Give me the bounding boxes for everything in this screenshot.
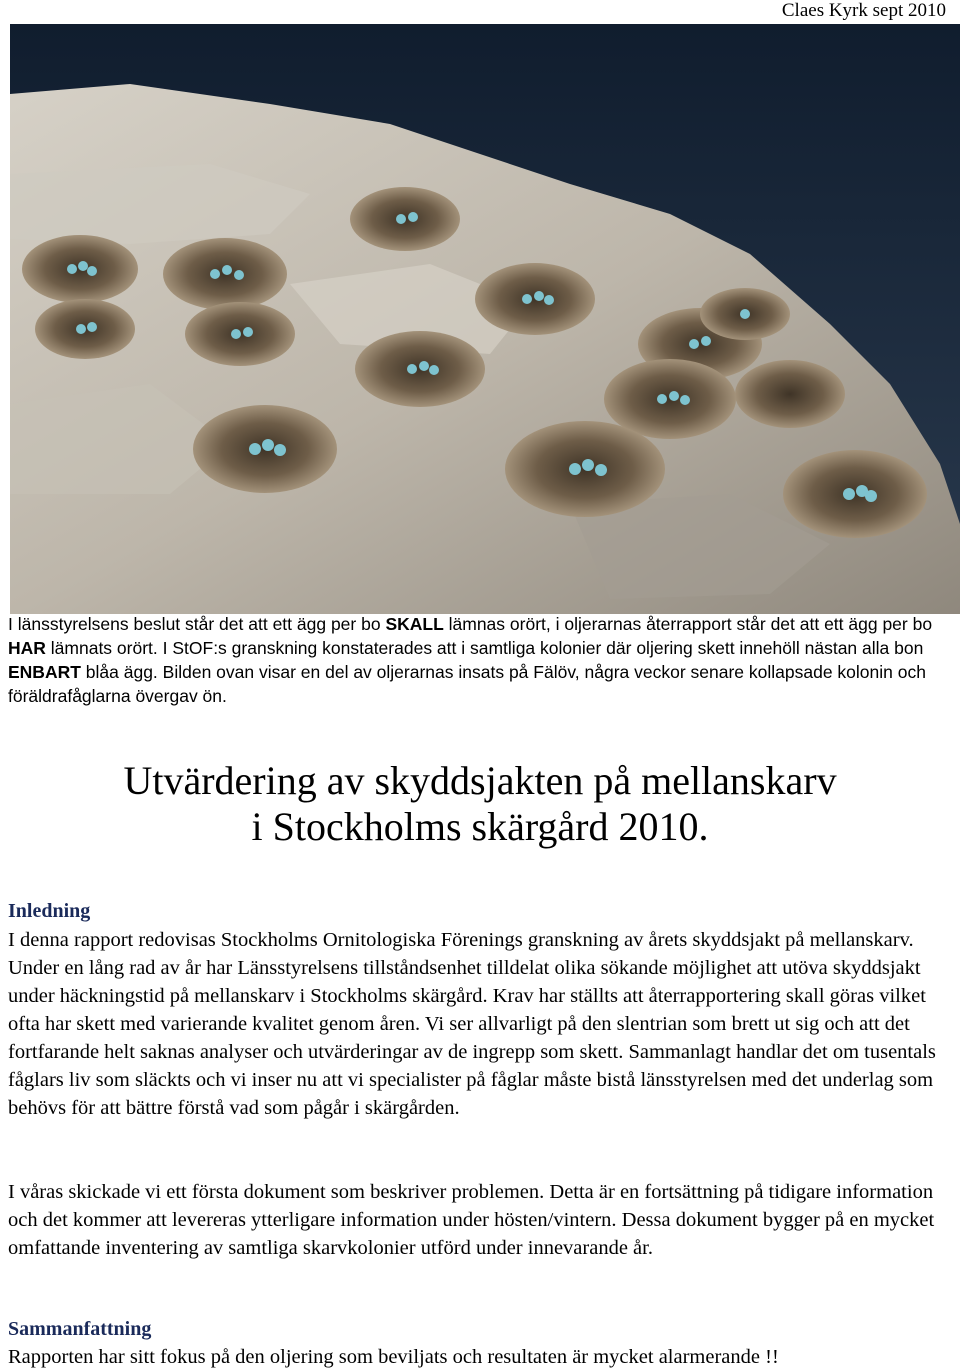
nest: [604, 359, 736, 439]
nest: [22, 235, 138, 303]
nest: [505, 421, 665, 517]
summary-heading: Sammanfattning: [8, 1318, 152, 1340]
nest: [475, 263, 595, 335]
intro-heading: Inledning: [8, 900, 91, 922]
colony-photo: [10, 24, 960, 614]
intro-paragraph-2: I våras skickade vi ett första dokument som beskriver problemen. Detta är en fortsättning på tidigare information och det kommer att levereras ytterligare information under hösten/vintern. Dessa dokument bygger på en mycket omfattande inventering av samtliga skarvkolonier utförd under innevarande år.: [8, 1181, 935, 1259]
summary-paragraph: Rapporten har sitt fokus på den oljering som beviljats och resultaten är mycket alarmerande !!: [8, 1346, 779, 1368]
nest: [185, 302, 295, 366]
report-title: [0, 758, 960, 850]
nest: [783, 450, 927, 538]
page-header: [0, 0, 960, 24]
photo-caption: I länsstyrelsens beslut står det att ett ägg per bo SKALL lämnas orört, i oljerarnas återrapport står det att ett ägg per bo HAR lämnats orört. I StOF:s granskning konstaterades att i samtliga kolonier där oljering skett innehöll nästan alla bon ENBART blåa ägg. Bilden ovan visar en del av oljerarnas insats på Fälöv, några veckor senare kollapsade kolonin och föräldrafåglarna övergav ön.: [8, 614, 933, 706]
nest: [350, 187, 460, 251]
nest: [35, 299, 135, 359]
nest: [193, 405, 337, 493]
nest: [355, 331, 485, 407]
nest: [163, 238, 287, 310]
nest: [700, 288, 790, 340]
nest: [735, 360, 845, 428]
intro-paragraph-1: I denna rapport redovisas Stockholms Ornitologiska Förenings granskning av årets skyddsjakt på mellanskarv. Under en lång rad av år har Länsstyrelsens tillståndsenhet tilldelat olika sökande möjlighet att utöva skyddsjakt under häckningstid på mellanskarv i Stockholms skärgård. Krav har ställts att återrapportering skall göras vilket ofta har skett med varierande kvalitet genom åren. Vi ser allvarligt på den slentrian som brett ut sig och att det fortfarande helt saknas analyser och utvärderingar av de ingrepp som skett. Sammanlagt handlar det om tusentals fåglars liv som släckts och vi inser nu att vi specialister på fåglar måste bistå länsstyrelsen med det underlag som behövs för att bättre förstå vad som pågår i skärgården.: [8, 929, 936, 1119]
title-line-2: i Stockholms skärgård 2010.: [251, 804, 709, 849]
title-line-1: Utvärdering av skyddsjakten på mellanskarv: [123, 758, 837, 803]
author-date: Claes Kyrk sept 2010: [781, 0, 946, 21]
